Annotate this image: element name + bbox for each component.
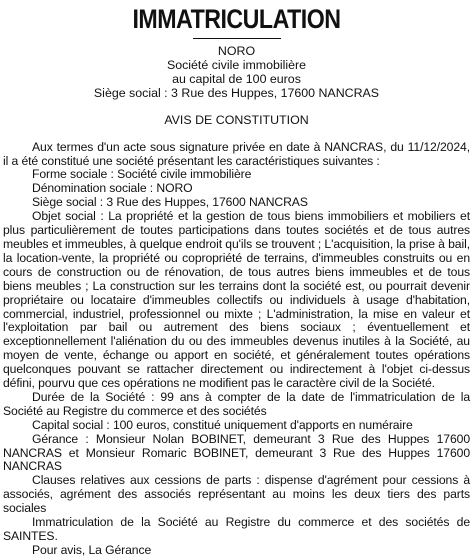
paragraph-objet-social: Objet social : La propriété et la gestion de tous biens immobiliers et mobiliers et plus particulièrement de toutes participations dans toutes sociétés et de tous autres meubles et immeubles, à quelque endroit qu'ils se trouvent ; L'acquisition, la prise à bail, la location-vente, la propriété ou copropriété de terrains, d'immeubles construits ou en cours de construction ou de rénovation, de tous autres biens immeubles et de tous biens meubles ; La construction sur les terrains dont la société est, ou pourrait devenir propriétaire ou locataire d'immeubles collectifs ou individuels à usage d'habitation, commercial, industriel, professionnel ou mixte ; L'administration, la mise en valeur et l'exploitation par bail ou autrement des biens sociaux ; éventuellement et exceptionnellement l'aliénation du ou des immeubles devenus inutiles à la Société, au moyen de vente, échange ou apport en société, et généralement toutes opérations quelconques pouvant se rattacher directement ou indirectement à l'objet ci-dessus défini, pourvu que ces opérations ne modifient pas le caractère civil de la Société. bbox=[3, 209, 470, 391]
notice-heading: AVIS DE CONSTITUTION bbox=[164, 112, 309, 127]
notice-body bbox=[3, 141, 470, 558]
paragraph-capital: Capital social : 100 euros, constitué uniquement d'apports en numéraire bbox=[32, 417, 413, 432]
title-divider bbox=[193, 38, 281, 39]
paragraph-cessions: Clauses relatives aux cessions de parts : dispense d'agrément pour cessions à associés, agrément des associés représentant au moins les deux tiers des parts sociales bbox=[3, 473, 470, 516]
paragraph-forme-sociale: Forme sociale : Société civile immobilière bbox=[32, 167, 252, 182]
company-name: NORO bbox=[217, 44, 256, 58]
paragraph-denomination: Dénomination sociale : NORO bbox=[32, 181, 193, 196]
company-header bbox=[3, 45, 470, 101]
paragraph-signature: Pour avis, La Gérance bbox=[32, 542, 152, 557]
paragraph-gerance: Gérance : Monsieur Nolan BOBINET, demeurant 3 Rue des Huppes 17600 NANCRAS et Monsieur Romaric BOBINET, demeurant 3 Rue des Huppes 17600 NANCRAS bbox=[3, 431, 470, 474]
paragraph-immatriculation: Immatriculation de la Société au Registre du commerce et des sociétés de SAINTES. bbox=[3, 515, 470, 543]
company-address: Siège social : 3 Rue des Huppes, 17600 NANCRAS bbox=[93, 85, 380, 100]
paragraph-intro: Aux termes d'un acte sous signature privée en date à NANCRAS, du 11/12/2024, il a été constitué une société présentant les caractéristiques suivantes : bbox=[3, 139, 470, 168]
paragraph-siege-social: Siège social : 3 Rue des Huppes, 17600 NANCRAS bbox=[32, 195, 308, 210]
notice-title: IMMATRICULATION bbox=[132, 4, 341, 34]
company-capital: au capital de 100 euros bbox=[172, 71, 301, 86]
company-form: Société civile immobilière bbox=[166, 57, 307, 72]
paragraph-duree: Durée de la Société : 99 ans à compter de la date de l'immatriculation de la Société au Registre du commerce et des sociétés bbox=[3, 389, 470, 418]
